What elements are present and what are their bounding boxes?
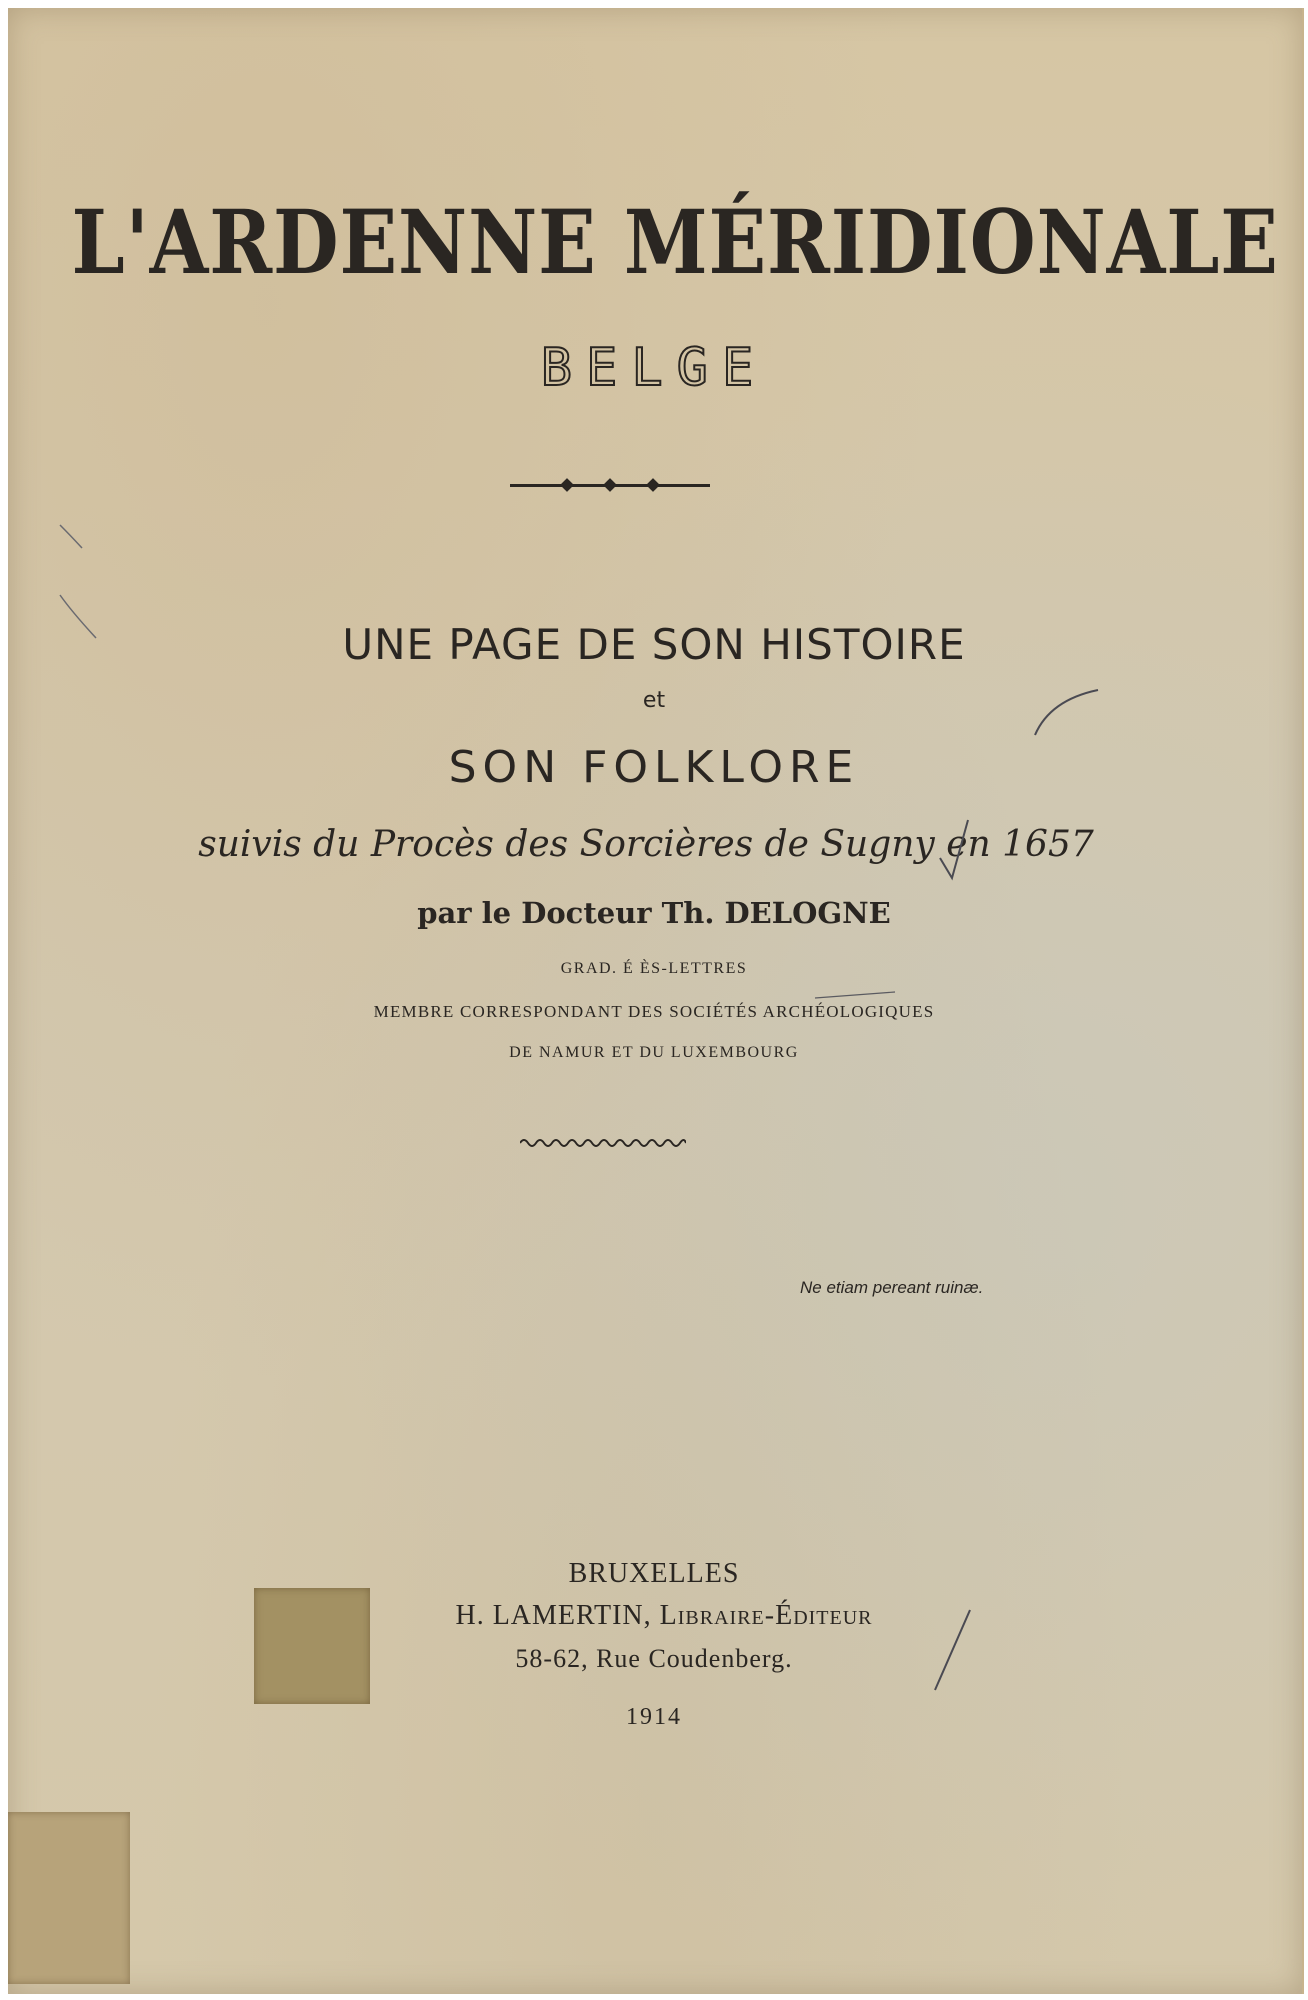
latin-motto: Ne etiam pereant ruinæ.: [800, 1278, 984, 1297]
publisher-address: 58-62, Rue Coudenberg.: [515, 1644, 793, 1673]
wavy-ornament: [520, 1136, 686, 1150]
author-membership: MEMBRE CORRESPONDANT DES SOCIÉTÉS ARCHÉOLOGIQUES: [373, 1002, 935, 1021]
author-credential: GRAD. É ÈS-LETTRES: [560, 960, 748, 977]
publisher-line: [10, 1600, 1308, 1632]
book-title: L'ARDENNE MÉRIDIONALE: [71, 190, 1279, 294]
heading-connector: et: [642, 688, 666, 713]
author-line: par le Docteur Th. DELOGNE: [417, 896, 891, 930]
library-sticker: [254, 1588, 370, 1704]
library-label: [8, 1812, 130, 1984]
book-subtitle-word: BELGE: [540, 338, 768, 398]
publisher-role: Libraire-Éditeur: [659, 1600, 873, 1631]
publisher-name: H. LAMERTIN,: [455, 1600, 652, 1631]
publisher-city: BRUXELLES: [568, 1558, 740, 1589]
book-cover: [8, 8, 1304, 1994]
publication-year: 1914: [626, 1704, 682, 1730]
subtitle-trial: suivis du Procès des Sorcières de Sugny en 1657: [198, 824, 1094, 865]
heading-folklore: SON FOLKLORE: [448, 742, 860, 793]
author-membership-region: DE NAMUR ET DU LUXEMBOURG: [509, 1044, 799, 1061]
heading-history: UNE PAGE DE SON HISTOIRE: [342, 620, 966, 669]
